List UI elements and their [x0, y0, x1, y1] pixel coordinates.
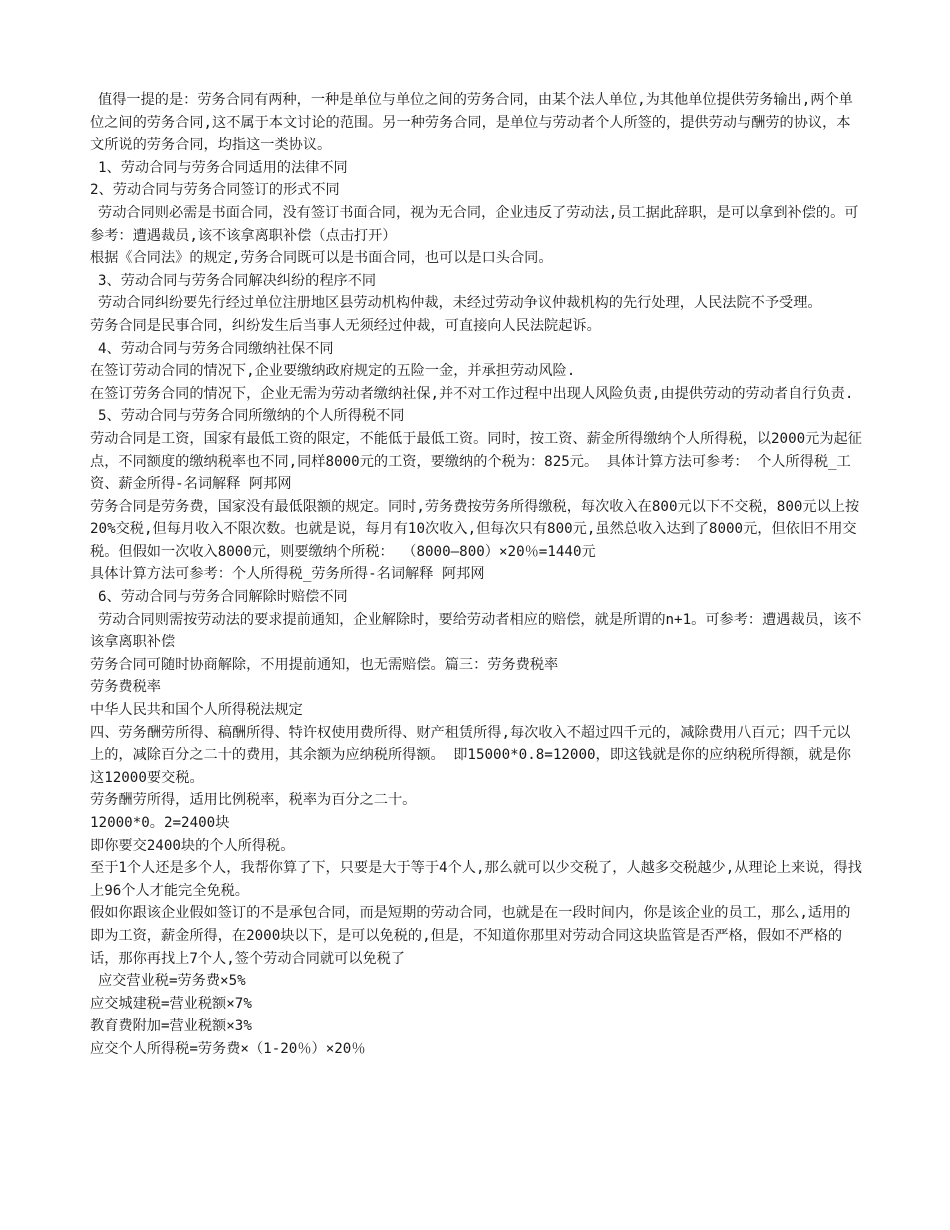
paragraph: 在签订劳动合同的情况下,企业要缴纳政府规定的五险一金，并承担劳动风险.	[90, 363, 576, 380]
paragraph: 值得一提的是：劳务合同有两种，一种是单位与单位之间的劳务合同，由某个法人单位,为其他单位提供劳务输出,两个单位之间的劳务合同,这不属于本文讨论的范围。另一种劳务合同，是单位与劳动者个人所签的，提供劳动与酬劳的协议，本文所说的劳务合同，均指这一类协议。	[90, 92, 853, 154]
paragraph: 劳动合同则需按劳动法的要求提前通知，企业解除时，要给劳动者相应的赔偿，就是所谓的n+1。可参考：遭遇裁员，该不该拿离职补偿	[90, 611, 862, 651]
section-heading: 1、劳动合同与劳务合同适用的法律不同	[98, 159, 348, 176]
paragraph: 劳动合同纠纷要先行经过单位注册地区县劳动机构仲裁，未经过劳动争议仲裁机构的先行处理，人民法院不予受理。	[98, 295, 822, 312]
paragraph: 劳务酬劳所得，适用比例税率，税率为百分之二十。	[90, 792, 417, 809]
formula-line: 应交营业税=劳务费×5%	[98, 973, 246, 990]
paragraph: 中华人民共和国个人所得税法规定	[90, 702, 303, 719]
section-heading: 5、劳动合同与劳务合同所缴纳的个人所得税不同	[98, 408, 405, 425]
paragraph: 劳务合同可随时协商解除，不用提前通知，也无需赔偿。篇三：劳务费税率	[90, 656, 559, 673]
formula-line: 教育费附加=营业税额×3%	[90, 1018, 252, 1035]
paragraph: 即你要交2400块的个人所得税。	[90, 837, 295, 854]
formula-line: 应交城建税=营业税额×7%	[90, 995, 252, 1012]
paragraph: 劳动合同则必需是书面合同，没有签订书面合同，视为无合同，企业违反了劳动法,员工据此辞职，是可以拿到补偿的。可参考：遭遇裁员,该不该拿离职补偿（点击打开）	[90, 204, 859, 244]
paragraph: 根据《合同法》的规定,劳务合同既可以是书面合同，也可以是口头合同。	[90, 250, 553, 267]
section-heading: 6、劳动合同与劳务合同解除时赔偿不同	[98, 589, 348, 606]
formula-line: 应交个人所得税=劳务费×（1-20％）×20％	[90, 1040, 366, 1057]
section-heading: 2、劳动合同与劳务合同签订的形式不同	[90, 182, 340, 199]
paragraph: 劳务合同是劳务费，国家没有最低限额的规定。同时,劳务费按劳务所得缴税，每次收入在800元以下不交税，800元以上按20%交税,但每月收入不限次数。也就是说，每月有10次收入,但每次只有800元,虽然总收入达到了8000元，但依旧不用交税。但假如一次收入8000元，则要缴纳个所税： （8000—800）×20％=1440元	[90, 498, 860, 560]
paragraph: 劳动合同是工资，国家有最低工资的限定，不能低于最低工资。同时，按工资、薪金所得缴纳个人所得税，以2000元为起征点，不同额度的缴纳税率也不同,同样8000元的工资，要缴纳的个税为：825元。 具体计算方法可参考： 个人所得税_工资、薪金所得-名词解释 阿邦网	[90, 430, 862, 493]
document-body	[90, 89, 862, 1061]
paragraph: 具体计算方法可参考：个人所得税_劳务所得-名词解释 阿邦网	[90, 566, 485, 583]
paragraph: 至于1个人还是多个人，我帮你算了下，只要是大于等于4个人,那么就可以少交税了，人越多交税越少,从理论上来说，得找上96个人才能完全免税。	[90, 860, 862, 899]
paragraph: 12000*0。2=2400块	[90, 815, 230, 831]
section-heading: 4、劳动合同与劳务合同缴纳社保不同	[98, 340, 334, 357]
paragraph: 假如你跟该企业假如签订的不是承包合同，而是短期的劳动合同，也就是在一段时间内，你是该企业的员工，那么,适用的即为工资，薪金所得，在2000块以下，是可以免税的,但是，不知道你那里对劳动合同这块监管是否严格，假如不严格的话，那你再找上7个人,签个劳动合同就可以免税了	[90, 905, 851, 967]
paragraph: 劳务费税率	[90, 679, 161, 696]
paragraph: 四、劳务酬劳所得、稿酬所得、特许权使用费所得、财产租赁所得,每次收入不超过四千元的，减除费用八百元；四千元以上的，减除百分之二十的费用，其余额为应纳税所得额。 即15000*0.8=12000，即这钱就是你的应纳税所得额，就是你这12000要交税。	[90, 724, 851, 786]
paragraph: 在签订劳务合同的情况下，企业无需为劳动者缴纳社保,并不对工作过程中出现人风险负责,由提供劳动的劳动者自行负责.	[90, 385, 854, 402]
paragraph: 劳务合同是民事合同，纠纷发生后当事人无须经过仲裁，可直接向人民法院起诉。	[90, 317, 601, 334]
section-heading: 3、劳动合同与劳务合同解决纠纷的程序不同	[98, 272, 377, 289]
